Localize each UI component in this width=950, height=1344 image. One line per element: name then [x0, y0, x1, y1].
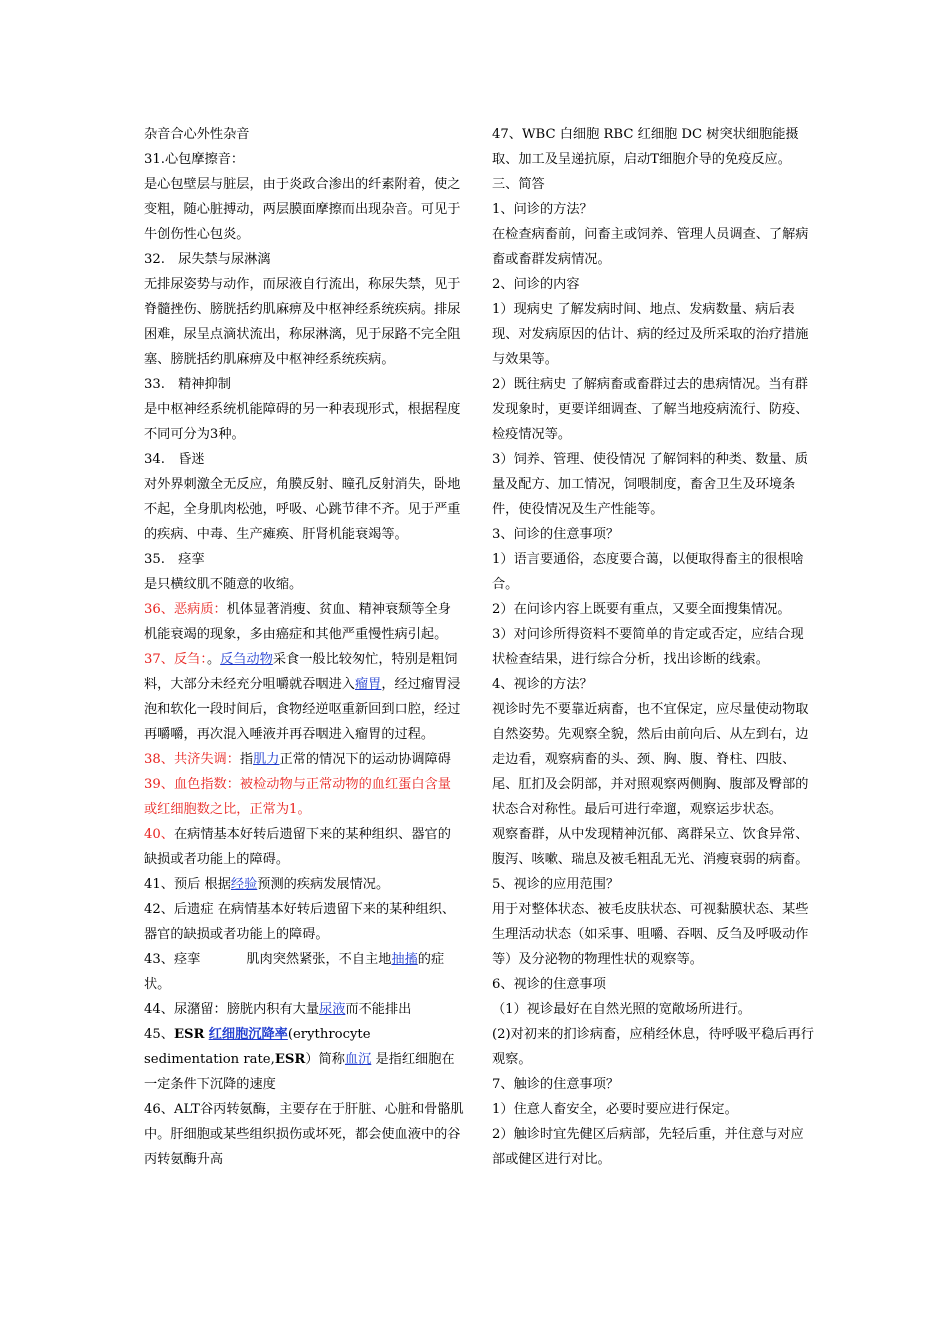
link-experience[interactable]: 经验 [230, 877, 258, 892]
term-text: ESR [274, 1052, 306, 1067]
term-47: 47、WBC 白细胞 RBC 红细胞 DC 树突状细胞能摄取、加工及呈递抗原，启动T细胞介导的免疫反应。 [492, 127, 799, 167]
term-39: 39、血色指数：被检动物与正常动物的血红蛋白含量或红细胞数之比，正常为1。 [144, 777, 451, 817]
question-heading: 2、问诊的内容 [492, 277, 580, 292]
section-heading: 三、简答 [492, 177, 545, 192]
link-blood-sedimentation[interactable]: 血沉 [344, 1052, 372, 1067]
paragraph: 2）在问诊内容上既要有重点，又要全面搜集情况。 [492, 602, 791, 617]
question-heading: 5、视诊的应用范围？ [492, 877, 620, 892]
term-text: 是指红细胞在一定条件下沉降的速度 [144, 1052, 455, 1092]
paragraph: 对外界刺激全无反应，角膜反射、瞳孔反射消失，卧地不起，全身肌肉松弛，呼吸、心跳节律不齐。见于严重的疾病、中毒、生产瘫痪、肝肾机能衰竭等。 [144, 477, 461, 542]
link-rumen[interactable]: 瘤胃 [355, 677, 382, 692]
term-heading: 35. 痉挛 [144, 552, 205, 567]
term-heading: 31.心包摩擦音： [144, 152, 245, 167]
term-label: 37、反刍： [144, 652, 207, 667]
term-text: 指 [239, 752, 254, 767]
term-text: 43、痉挛 [144, 952, 201, 967]
paragraph: (2)对初来的扪诊病畜，应稍经休息，待呼吸平稳后再行观察。 [492, 1027, 814, 1067]
paragraph: 用于对整体状态、被毛皮肤状态、可视黏膜状态、某些生理活动状态（如采事、咀嚼、吞咽、反刍及呼吸动作等）及分泌物的物理性状的观察等。 [492, 902, 809, 967]
paragraph: 是心包壁层与脏层，由于炎政合渗出的纤素附着，使之变粗，随心脏搏动，两层膜面摩擦而出现杂音。可见于牛创伤性心包炎。 [144, 177, 461, 242]
paragraph: 是中枢神经系统机能障碍的另一种表现形式，根据程度不同可分为3种。 [144, 402, 461, 442]
left-column [144, 122, 464, 1172]
term-text: 在病情基本好转后遗留下来的某种组织、器官的缺损或者功能上的障碍。 [144, 827, 451, 867]
term-text: 41、预后 根据 [144, 877, 231, 892]
question-heading: 3、问诊的住意事项？ [492, 527, 620, 542]
term-text: ）简称 [305, 1052, 345, 1067]
term-42: 42、后遗症 在病情基本好转后遗留下来的某种组织、器官的缺损或者功能上的障碍。 [144, 902, 456, 942]
paragraph: 无排尿姿势与动作，而尿液自行流出，称尿失禁，见于脊髓挫伤、膀胱括约肌麻痹及中枢神经系统疾病。排尿困难，尿呈点滴状流出，称尿淋漓，见于尿路不完全阻塞、膀胱括约肌麻痹及中枢神经系统疾病。 [144, 277, 461, 367]
term-text: 肌肉突然紧张，不自主地 [246, 952, 392, 967]
term-text: ，经过瘤胃浸泡和软化一段时间后，食物经逆呕重新回到口腔，经过再嚼嚼，再次混入唾液并再吞咽进入瘤胃的过程。 [144, 677, 461, 742]
question-heading: 1、问诊的方法？ [492, 202, 593, 217]
link-urine[interactable]: 尿液 [319, 1002, 346, 1017]
term-text: 而不能排出 [345, 1002, 412, 1017]
term-46: 46、ALT谷丙转氨酶，主要存在于肝脏、心脏和骨骼肌中。肝细胞或某些组织损伤或坏死，都会使血液中的谷丙转氨酶升高 [144, 1102, 464, 1167]
term-text: 45、 [144, 1027, 174, 1042]
term-45 [144, 1022, 464, 1097]
term-41 [144, 872, 464, 897]
term-heading: 32. 尿失禁与尿淋漓 [144, 252, 271, 267]
right-column [492, 122, 814, 1172]
term-37 [144, 647, 464, 747]
term-43 [144, 947, 464, 997]
paragraph: 杂音合心外性杂音 [144, 127, 250, 142]
paragraph: 视诊时先不要靠近病畜，也不宜保定，应尽量使动物取自然姿势。先观察全貌，然后由前向后、从左到右，边走边看，观察病畜的头、颈、胸、腹、脊柱、四肢、尾、肛扪及会阴部，并对照观察两侧胸、腹部及臀部的状态合对称性。最后可进行牵遛，观察运步状态。 [492, 702, 809, 817]
question-heading: 6、视诊的住意事项 [492, 977, 606, 992]
term-heading: 33. 精神抑制 [144, 377, 231, 392]
paragraph: 是只横纹肌不随意的收缩。 [144, 577, 303, 592]
link-esr[interactable]: 红细胞沉降率 [208, 1027, 288, 1042]
term-text: ESR [173, 1027, 205, 1042]
term-label: 36、恶病质： [144, 602, 227, 617]
link-muscle-strength[interactable]: 肌力 [253, 752, 280, 767]
term-text: 机体显著消瘦、贫血、精神衰颓等全身机能衰竭的现象，多由癌症和其他严重慢性病引起。 [144, 602, 451, 642]
term-text: 采食一般比较匆忙，特别是粗饲料，大部分未经充分咀嚼就吞咽进入 [144, 652, 458, 692]
paragraph: 1）语言要通俗，态度要合蔼，以便取得畜主的很根啥合。 [492, 552, 804, 592]
term-heading: 34. 昏迷 [144, 452, 205, 467]
term-text: 预测的疾病发展情况。 [257, 877, 390, 892]
term-38 [144, 747, 464, 772]
term-text: 的症状。 [144, 952, 445, 992]
paragraph: 观察畜群，从中发现精神沉郁、离群呆立、饮食异常、腹泻、咳嗽、瑞息及被毛粗乱无光、消瘦衰弱的病畜。 [492, 827, 809, 867]
paragraph: 在检查病畜前，问畜主或饲养、管理人员调查、了解病畜或畜群发病情况。 [492, 227, 809, 267]
term-label: 38、共济失调： [144, 752, 240, 767]
term-text: 。 [206, 652, 221, 667]
term-number: 40、 [144, 827, 174, 842]
question-heading: 7、触诊的住意事项？ [492, 1077, 620, 1092]
paragraph: 2）触诊时宜先健区后病部，先轻后重，并住意与对应部或健区进行对比。 [492, 1127, 804, 1167]
paragraph: （1）视诊最好在自然光照的宽敞场所进行。 [492, 1002, 751, 1017]
link-convulsion[interactable]: 抽搐 [391, 952, 418, 967]
term-text: (erythrocyte sedimentation rate, [144, 1027, 371, 1067]
paragraph: 1）住意人畜安全，必要时要应进行保定。 [492, 1102, 738, 1117]
term-text: 44、尿潴留：膀胱内积有大量 [144, 1002, 320, 1017]
term-36 [144, 597, 464, 647]
paragraph: 3）饲养、管理、使役情况 了解饲料的种类、数量、质量及配方、加工情况，饲喂制度，畜舍卫生及环境条件，使役情况及生产性能等。 [492, 452, 808, 517]
term-40 [144, 822, 464, 872]
paragraph: 3）对问诊所得资料不要简单的肯定或否定，应结合现状检查结果，进行综合分析，找出诊断的线索。 [492, 627, 804, 667]
link-ruminant[interactable]: 反刍动物 [220, 652, 273, 667]
paragraph: 2）既往病史 了解病畜或畜群过去的患病情况。当有群发现象时，更要详细调查、了解当地疫病流行、防疫、检疫情况等。 [492, 377, 809, 442]
term-text: 正常的情况下的运动协调障碍 [279, 752, 451, 767]
paragraph: 1）现病史 了解发病时间、地点、发病数量、病后表现、对发病原因的估计、病的经过及所采取的治疗措施与效果等。 [492, 302, 809, 367]
question-heading: 4、视诊的方法？ [492, 677, 593, 692]
term-44 [144, 997, 464, 1022]
